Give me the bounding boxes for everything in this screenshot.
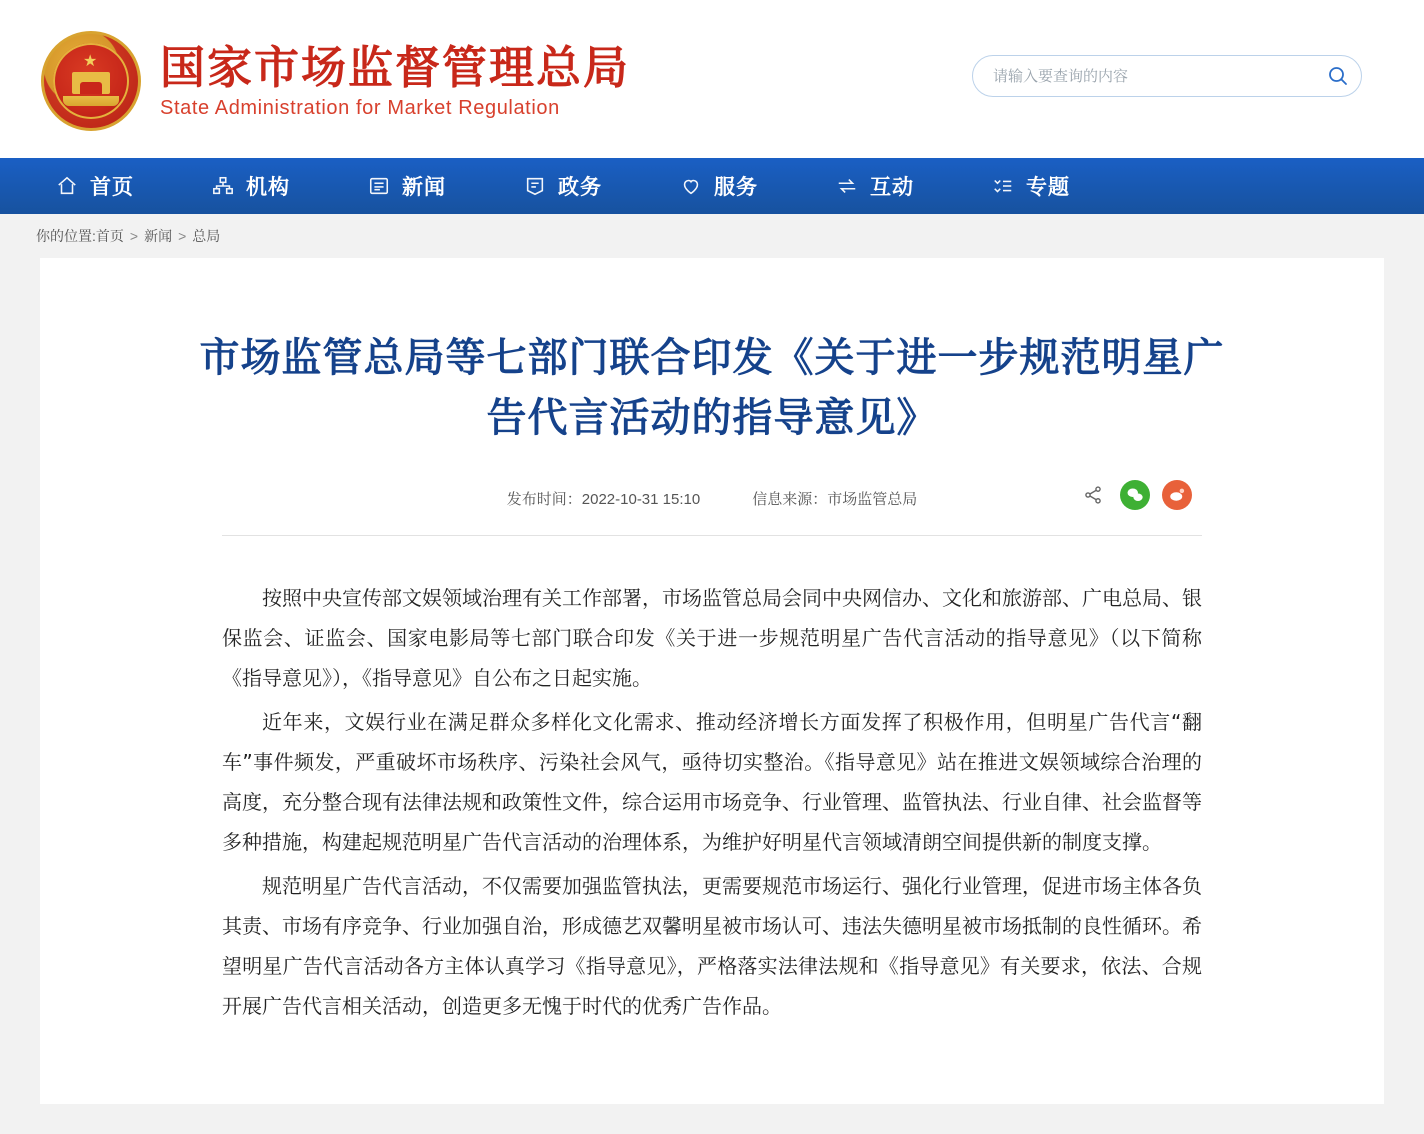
nav-label: 首页 <box>90 176 134 199</box>
heart-service-icon <box>680 175 702 197</box>
search-box[interactable] <box>972 55 1362 97</box>
breadcrumb-separator: > <box>129 228 139 244</box>
topic-list-icon <box>992 175 1014 197</box>
nav-item-organization[interactable] <box>212 171 290 201</box>
article-paragraph: 按照中央宣传部文娱领域治理有关工作部署，市场监管总局会同中央网信办、文化和旅游部、广电总局、银保监会、证监会、国家电影局等七部门联合印发《关于进一步规范明星广告代言活动的指导意见》（以下简称《指导意见》），《指导意见》自公布之日起实施。 <box>222 586 1202 690</box>
nav-label: 新闻 <box>402 176 446 199</box>
main-navigation <box>0 158 1424 214</box>
weibo-share-icon[interactable] <box>1162 480 1192 510</box>
publish-time: 发布时间：2022-10-31 15:10 <box>506 491 701 508</box>
nav-item-home[interactable] <box>56 171 134 201</box>
share-icon[interactable] <box>1078 480 1108 510</box>
content-panel <box>40 258 1384 1104</box>
breadcrumb <box>0 214 1424 258</box>
nav-label: 机构 <box>246 176 290 199</box>
government-icon <box>524 175 546 197</box>
nav-label: 互动 <box>870 176 914 199</box>
nav-label: 政务 <box>558 176 602 199</box>
breadcrumb-separator: > <box>178 228 187 244</box>
nav-item-government[interactable] <box>524 171 602 201</box>
nav-label: 服务 <box>714 176 758 199</box>
share-bar <box>1078 480 1192 510</box>
breadcrumb-item-news[interactable]: 新闻 <box>144 228 173 244</box>
organization-icon <box>212 175 234 197</box>
article <box>192 328 1232 1026</box>
page-title: 市场监管总局等七部门联合印发《关于进一步规范明星广告代言活动的指导意见》 <box>199 335 1225 441</box>
article-paragraph: 近年来，文娱行业在满足群众多样化文化需求、推动经济增长方面发挥了积极作用，但明星广告代言“翻车”事件频发，严重破坏市场秩序、污染社会风气，亟待切实整治。《指导意见》站在推进文娱领域综合治理的高度，充分整合现有法律法规和政策性文件，综合运用市场竞争、行业管理、监管执法、行业自律、社会监督等多种措施，构建起规范明星广告代言活动的治理体系，为维护好明星代言领域清朗空间提供新的制度支撑。 <box>222 710 1202 854</box>
site-title-cn: 国家市场监督管理总局 <box>160 40 631 94</box>
article-paragraph: 规范明星广告代言活动，不仅需要加强监管执法，更需要规范市场运行、强化行业管理，促进市场主体各负其责、市场有序竞争、行业加强自治，形成德艺双馨明星被市场认可、违法失德明星被市场抵制的良性循环。希望明星广告代言活动各方主体认真学习《指导意见》，严格落实法律法规和《指导意见》有关要求，依法、合规开展广告代言相关活动，创造更多无愧于时代的优秀广告作品。 <box>222 874 1202 1018</box>
wechat-share-icon[interactable] <box>1120 480 1150 510</box>
breadcrumb-item-bureau[interactable]: 总局 <box>192 228 221 244</box>
nav-item-interaction[interactable] <box>836 171 914 201</box>
article-source: 信息来源：市场监管总局 <box>752 491 918 508</box>
national-emblem-icon: ★ <box>36 26 146 136</box>
nav-item-topics[interactable] <box>992 171 1070 201</box>
site-logo[interactable] <box>36 26 630 136</box>
search-icon <box>1326 64 1350 88</box>
article-body <box>222 578 1202 1026</box>
site-header <box>0 0 1424 158</box>
nav-item-news[interactable] <box>368 171 446 201</box>
breadcrumb-item-home[interactable]: 首页 <box>95 228 124 244</box>
breadcrumb-prefix: 你的位置: <box>36 228 96 244</box>
nav-label: 专题 <box>1026 176 1070 199</box>
search-button[interactable] <box>1315 56 1361 96</box>
nav-item-service[interactable] <box>680 171 758 201</box>
article-meta <box>192 488 1232 509</box>
search-input[interactable] <box>973 68 1315 85</box>
site-title-en: State Administration for Market Regulation <box>160 97 560 120</box>
news-icon <box>368 175 390 197</box>
divider <box>222 535 1202 536</box>
exchange-arrows-icon <box>836 175 858 197</box>
home-icon <box>56 175 78 197</box>
